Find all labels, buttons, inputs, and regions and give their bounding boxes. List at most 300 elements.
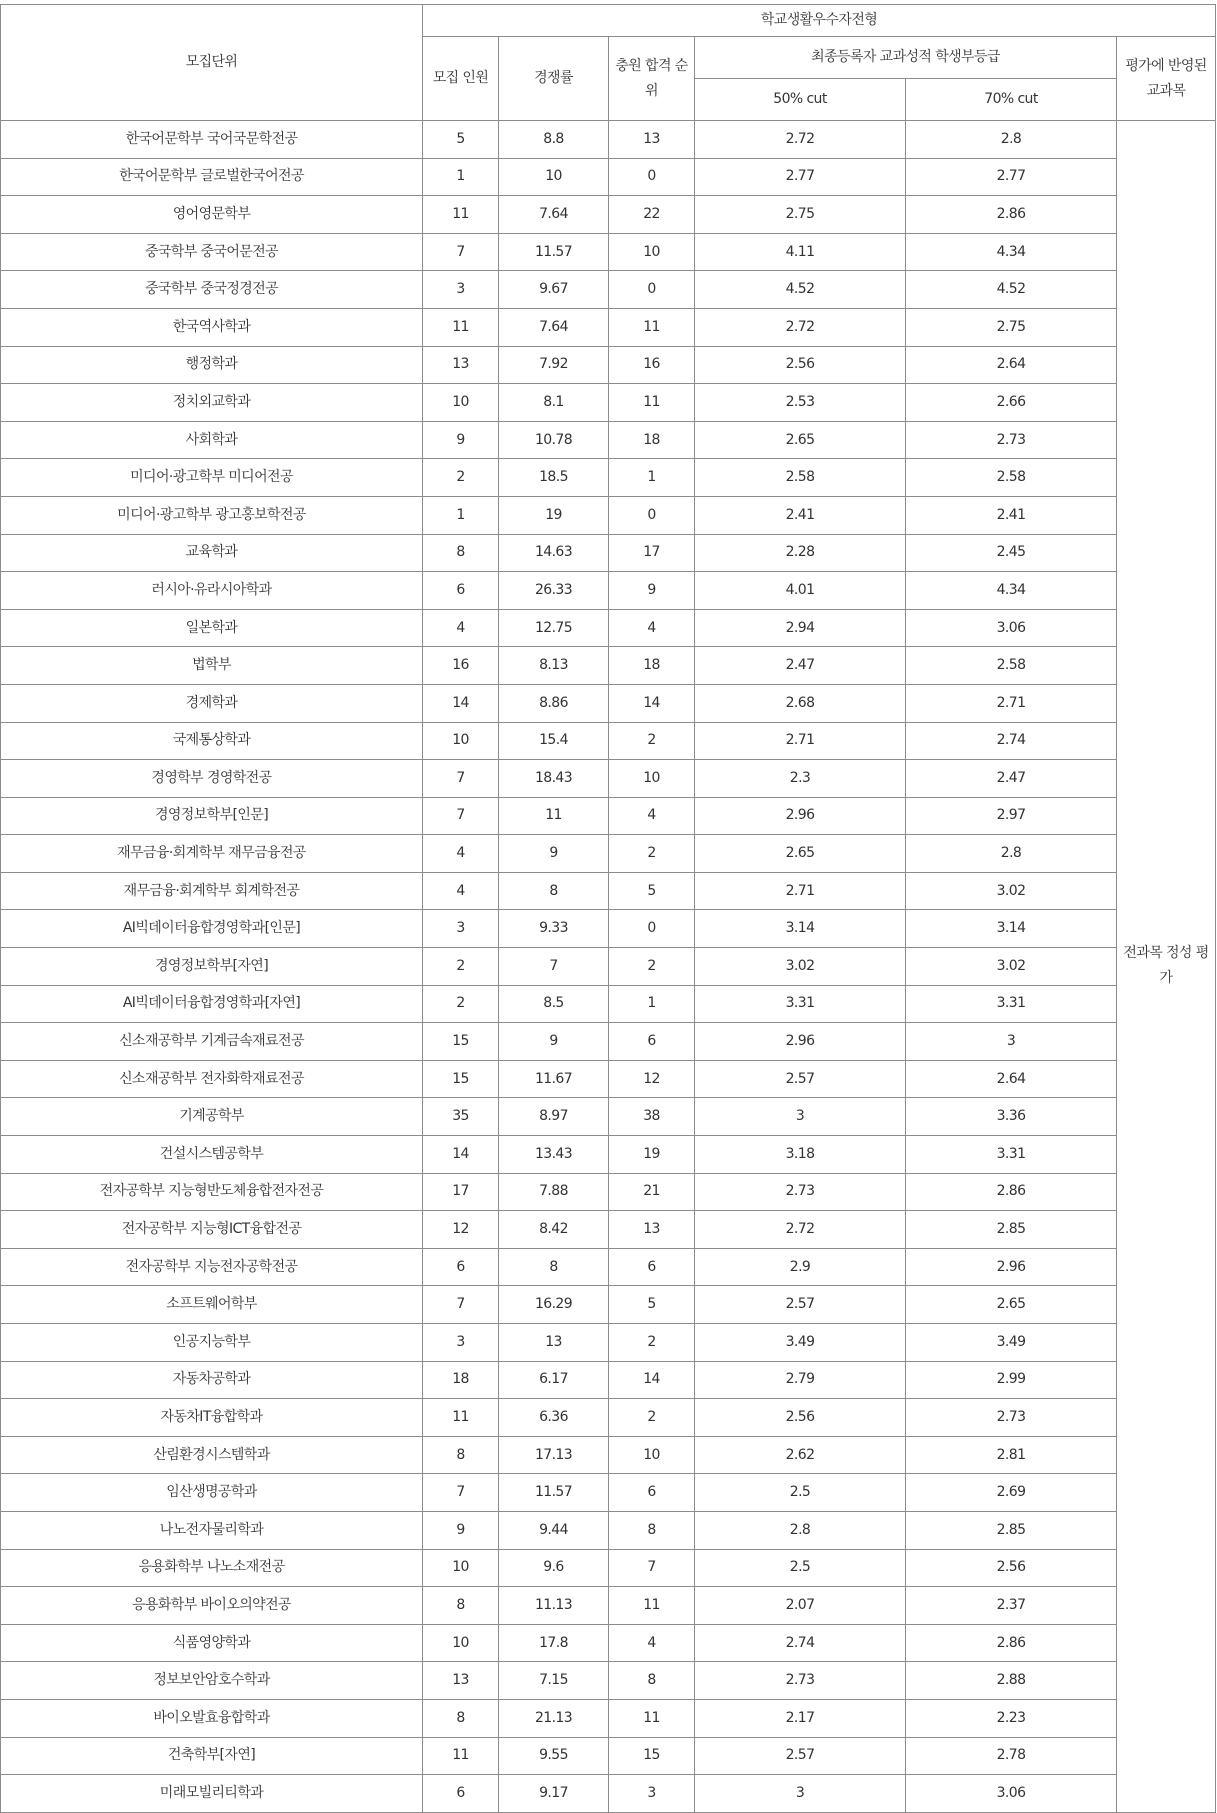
cell-rate: 17.8 (499, 1624, 609, 1662)
cell-quota: 8 (423, 534, 499, 572)
table-row (1, 271, 1216, 309)
cell-rate: 7.92 (499, 346, 609, 384)
cell-rate: 6.17 (499, 1361, 609, 1399)
table-row (1, 1587, 1216, 1625)
table-row (1, 1474, 1216, 1512)
cell-cut50: 2.8 (695, 1511, 906, 1549)
header-grade-group: 최종등록자 교과성적 학생부등급 (695, 37, 1117, 79)
cell-cut70: 2.69 (906, 1474, 1117, 1512)
cell-cut70: 2.23 (906, 1699, 1117, 1737)
cell-quota: 11 (423, 1399, 499, 1437)
cell-unit: 정보보안암호수학과 (1, 1662, 423, 1700)
cell-unit: AI빅데이터융합경영학과[인문] (1, 910, 423, 948)
table-row (1, 1662, 1216, 1700)
cell-quota: 11 (423, 196, 499, 234)
cell-quota: 3 (423, 910, 499, 948)
cell-cut50: 3 (695, 1775, 906, 1813)
cell-rate: 15.4 (499, 722, 609, 760)
cell-rate: 13.43 (499, 1136, 609, 1174)
cell-cut50: 2.57 (695, 1286, 906, 1324)
cell-cut50: 2.9 (695, 1248, 906, 1286)
cell-rate: 14.63 (499, 534, 609, 572)
cell-cut70: 2.45 (906, 534, 1117, 572)
cell-quota: 35 (423, 1098, 499, 1136)
table-row (1, 948, 1216, 986)
cell-cut70: 2.85 (906, 1211, 1117, 1249)
cell-quota: 8 (423, 1436, 499, 1474)
cell-cut70: 3 (906, 1023, 1117, 1061)
cell-quota: 1 (423, 496, 499, 534)
cell-quota: 1 (423, 158, 499, 196)
cell-rank: 6 (609, 1474, 695, 1512)
cell-cut70: 3.06 (906, 1775, 1117, 1813)
cell-cut50: 2.71 (695, 722, 906, 760)
cell-cut70: 2.99 (906, 1361, 1117, 1399)
table-row (1, 1136, 1216, 1174)
cell-rank: 11 (609, 1699, 695, 1737)
cell-cut50: 2.53 (695, 384, 906, 422)
cell-quota: 10 (423, 384, 499, 422)
cell-unit: 국제통상학과 (1, 722, 423, 760)
cell-unit: 일본학과 (1, 609, 423, 647)
table-row (1, 496, 1216, 534)
cell-unit: 인공지능학부 (1, 1324, 423, 1362)
cell-rate: 9 (499, 835, 609, 873)
cell-rank: 0 (609, 158, 695, 196)
cell-cut50: 3 (695, 1098, 906, 1136)
cell-cut70: 2.86 (906, 1173, 1117, 1211)
cell-rank: 17 (609, 534, 695, 572)
cell-cut50: 2.96 (695, 1023, 906, 1061)
table-row (1, 1248, 1216, 1286)
header-unit: 모집단위 (1, 5, 423, 121)
table-row (1, 985, 1216, 1023)
cell-rank: 14 (609, 1361, 695, 1399)
cell-unit: 경영정보학부[인문] (1, 797, 423, 835)
table-row (1, 1624, 1216, 1662)
cell-rate: 10 (499, 158, 609, 196)
admissions-table (0, 4, 1216, 1813)
cell-rate: 11 (499, 797, 609, 835)
cell-quota: 7 (423, 797, 499, 835)
cell-unit: 건축학부[자연] (1, 1737, 423, 1775)
cell-rank: 2 (609, 835, 695, 873)
table-row (1, 158, 1216, 196)
cell-quota: 4 (423, 609, 499, 647)
cell-cut50: 2.72 (695, 308, 906, 346)
cell-cut70: 3.02 (906, 872, 1117, 910)
cell-cut50: 2.65 (695, 835, 906, 873)
cell-rank: 19 (609, 1136, 695, 1174)
cell-quota: 8 (423, 1587, 499, 1625)
table-header (1, 5, 1216, 121)
cell-rate: 16.29 (499, 1286, 609, 1324)
cell-unit: 러시아·유라시아학과 (1, 572, 423, 610)
cell-quota: 3 (423, 1324, 499, 1362)
cell-quota: 13 (423, 346, 499, 384)
table-row (1, 1023, 1216, 1061)
cell-cut70: 3.31 (906, 985, 1117, 1023)
cell-cut70: 2.96 (906, 1248, 1117, 1286)
cell-unit: 재무금융·회계학부 회계학전공 (1, 872, 423, 910)
table-row (1, 1699, 1216, 1737)
cell-rank: 3 (609, 1775, 695, 1813)
cell-rate: 11.57 (499, 1474, 609, 1512)
cell-unit: 응용화학부 바이오의약전공 (1, 1587, 423, 1625)
table-body (1, 121, 1216, 1813)
cell-cut50: 4.52 (695, 271, 906, 309)
cell-unit: 교육학과 (1, 534, 423, 572)
table-row (1, 1324, 1216, 1362)
cell-cut50: 2.17 (695, 1699, 906, 1737)
cell-cut50: 2.79 (695, 1361, 906, 1399)
cell-rank: 13 (609, 1211, 695, 1249)
cell-rank: 4 (609, 797, 695, 835)
cell-quota: 10 (423, 1549, 499, 1587)
cell-rate: 8 (499, 872, 609, 910)
cell-unit: 자동차공학과 (1, 1361, 423, 1399)
cell-unit: 미래모빌리티학과 (1, 1775, 423, 1813)
table-row (1, 722, 1216, 760)
cell-rank: 4 (609, 1624, 695, 1662)
table-row (1, 1436, 1216, 1474)
cell-quota: 6 (423, 1248, 499, 1286)
cell-quota: 11 (423, 308, 499, 346)
cell-cut50: 2.5 (695, 1474, 906, 1512)
cell-rank: 8 (609, 1511, 695, 1549)
cell-rank: 38 (609, 1098, 695, 1136)
cell-rank: 1 (609, 985, 695, 1023)
cell-unit: 신소재공학부 전자화학재료전공 (1, 1060, 423, 1098)
cell-cut70: 3.02 (906, 948, 1117, 986)
cell-rank: 6 (609, 1023, 695, 1061)
cell-quota: 9 (423, 421, 499, 459)
cell-cut50: 2.65 (695, 421, 906, 459)
cell-cut70: 2.37 (906, 1587, 1117, 1625)
cell-rate: 7 (499, 948, 609, 986)
cell-cut50: 2.57 (695, 1737, 906, 1775)
cell-rank: 18 (609, 421, 695, 459)
cell-quota: 7 (423, 233, 499, 271)
table-row (1, 421, 1216, 459)
cell-unit: 재무금융·회계학부 재무금융전공 (1, 835, 423, 873)
cell-cut70: 4.52 (906, 271, 1117, 309)
table-row (1, 346, 1216, 384)
cell-unit: 미디어·광고학부 광고홍보학전공 (1, 496, 423, 534)
table-row (1, 797, 1216, 835)
table-row (1, 1286, 1216, 1324)
cell-cut50: 2.75 (695, 196, 906, 234)
cell-quota: 2 (423, 459, 499, 497)
cell-quota: 16 (423, 647, 499, 685)
header-cut70: 70% cut (906, 79, 1117, 121)
cell-cut70: 2.74 (906, 722, 1117, 760)
cell-rate: 7.15 (499, 1662, 609, 1700)
cell-rank: 2 (609, 1399, 695, 1437)
cell-cut50: 2.77 (695, 158, 906, 196)
cell-unit: 건설시스템공학부 (1, 1136, 423, 1174)
cell-quota: 10 (423, 1624, 499, 1662)
cell-cut70: 2.65 (906, 1286, 1117, 1324)
cell-rate: 6.36 (499, 1399, 609, 1437)
cell-cut50: 2.5 (695, 1549, 906, 1587)
cell-rank: 0 (609, 496, 695, 534)
cell-cut70: 2.71 (906, 684, 1117, 722)
table-row (1, 910, 1216, 948)
cell-cut70: 2.86 (906, 196, 1117, 234)
cell-cut70: 2.8 (906, 121, 1117, 159)
cell-rank: 5 (609, 1286, 695, 1324)
cell-rank: 18 (609, 647, 695, 685)
cell-rank: 11 (609, 384, 695, 422)
cell-rate: 8.86 (499, 684, 609, 722)
table-row (1, 1399, 1216, 1437)
cell-cut50: 2.96 (695, 797, 906, 835)
table-row (1, 1549, 1216, 1587)
cell-unit: 기계공학부 (1, 1098, 423, 1136)
cell-rate: 8.42 (499, 1211, 609, 1249)
cell-cut50: 3.18 (695, 1136, 906, 1174)
cell-cut70: 2.73 (906, 1399, 1117, 1437)
cell-cut50: 2.58 (695, 459, 906, 497)
cell-cut70: 4.34 (906, 572, 1117, 610)
cell-cut70: 2.78 (906, 1737, 1117, 1775)
cell-rank: 1 (609, 459, 695, 497)
table-row (1, 572, 1216, 610)
cell-cut50: 2.28 (695, 534, 906, 572)
cell-rank: 13 (609, 121, 695, 159)
cell-unit: 행정학과 (1, 346, 423, 384)
cell-cut50: 2.72 (695, 1211, 906, 1249)
cell-rate: 8.13 (499, 647, 609, 685)
cell-cut50: 2.56 (695, 1399, 906, 1437)
cell-unit: 전자공학부 지능전자공학전공 (1, 1248, 423, 1286)
cell-cut50: 2.57 (695, 1060, 906, 1098)
cell-rate: 11.57 (499, 233, 609, 271)
table-row (1, 1098, 1216, 1136)
cell-cut70: 3.06 (906, 609, 1117, 647)
table-row (1, 835, 1216, 873)
cell-quota: 15 (423, 1060, 499, 1098)
cell-cut70: 2.41 (906, 496, 1117, 534)
cell-rate: 11.13 (499, 1587, 609, 1625)
cell-rate: 7.88 (499, 1173, 609, 1211)
cell-unit: 경제학과 (1, 684, 423, 722)
cell-quota: 2 (423, 948, 499, 986)
cell-rank: 0 (609, 910, 695, 948)
cell-unit: 경영정보학부[자연] (1, 948, 423, 986)
cell-quota: 8 (423, 1699, 499, 1737)
cell-unit: 경영학부 경영학전공 (1, 760, 423, 798)
cell-cut70: 3.14 (906, 910, 1117, 948)
cell-quota: 10 (423, 722, 499, 760)
cell-rank: 22 (609, 196, 695, 234)
cell-rank: 6 (609, 1248, 695, 1286)
cell-cut50: 2.73 (695, 1173, 906, 1211)
cell-unit: 바이오발효융합학과 (1, 1699, 423, 1737)
table-row (1, 1775, 1216, 1813)
cell-rank: 14 (609, 684, 695, 722)
cell-cut50: 2.72 (695, 121, 906, 159)
cell-unit: 식품영양학과 (1, 1624, 423, 1662)
cell-cut70: 2.58 (906, 459, 1117, 497)
cell-cut50: 2.41 (695, 496, 906, 534)
cell-quota: 7 (423, 760, 499, 798)
cell-rate: 11.67 (499, 1060, 609, 1098)
cell-rank: 5 (609, 872, 695, 910)
cell-cut70: 2.58 (906, 647, 1117, 685)
cell-rate: 18.43 (499, 760, 609, 798)
table-row (1, 534, 1216, 572)
cell-cut50: 2.56 (695, 346, 906, 384)
cell-quota: 11 (423, 1737, 499, 1775)
cell-quota: 13 (423, 1662, 499, 1700)
cell-rank: 15 (609, 1737, 695, 1775)
cell-unit: 미디어·광고학부 미디어전공 (1, 459, 423, 497)
header-quota: 모집 인원 (423, 37, 499, 121)
table-row (1, 872, 1216, 910)
cell-rate: 8.1 (499, 384, 609, 422)
table-row (1, 1361, 1216, 1399)
cell-rate: 9.44 (499, 1511, 609, 1549)
cell-quota: 4 (423, 872, 499, 910)
cell-unit: 법학부 (1, 647, 423, 685)
cell-cut70: 2.86 (906, 1624, 1117, 1662)
table-row (1, 384, 1216, 422)
cell-cut70: 2.64 (906, 1060, 1117, 1098)
cell-cut50: 4.01 (695, 572, 906, 610)
header-extra-rank: 충원 합격 순위 (609, 37, 695, 121)
cell-unit: 나노전자물리학과 (1, 1511, 423, 1549)
cell-quota: 3 (423, 271, 499, 309)
cell-rank: 7 (609, 1549, 695, 1587)
table-row (1, 1173, 1216, 1211)
cell-cut70: 2.81 (906, 1436, 1117, 1474)
cell-cut50: 2.62 (695, 1436, 906, 1474)
cell-cut70: 3.36 (906, 1098, 1117, 1136)
cell-rank: 8 (609, 1662, 695, 1700)
cell-unit: 신소재공학부 기계금속재료전공 (1, 1023, 423, 1061)
cell-quota: 18 (423, 1361, 499, 1399)
cell-cut70: 2.85 (906, 1511, 1117, 1549)
cell-quota: 5 (423, 121, 499, 159)
header-eval-subjects: 평가에 반영된 교과목 (1117, 37, 1216, 121)
cell-quota: 15 (423, 1023, 499, 1061)
cell-unit: 전자공학부 지능형반도체융합전자전공 (1, 1173, 423, 1211)
cell-cut70: 2.8 (906, 835, 1117, 873)
cell-quota: 14 (423, 1136, 499, 1174)
cell-quota: 6 (423, 572, 499, 610)
cell-unit: 중국학부 중국어문전공 (1, 233, 423, 271)
table-row (1, 308, 1216, 346)
cell-cut50: 2.07 (695, 1587, 906, 1625)
cell-rate: 21.13 (499, 1699, 609, 1737)
cell-unit: 영어영문학부 (1, 196, 423, 234)
cell-rate: 9.67 (499, 271, 609, 309)
cell-rate: 8.97 (499, 1098, 609, 1136)
header-program-title: 학교생활우수자전형 (423, 5, 1216, 37)
table-row (1, 1211, 1216, 1249)
cell-unit: 임산생명공학과 (1, 1474, 423, 1512)
cell-rate: 9.6 (499, 1549, 609, 1587)
cell-rank: 21 (609, 1173, 695, 1211)
table-row (1, 1737, 1216, 1775)
cell-rate: 9.33 (499, 910, 609, 948)
table-row (1, 1060, 1216, 1098)
cell-unit: 한국어문학부 국어국문학전공 (1, 121, 423, 159)
header-competition: 경쟁률 (499, 37, 609, 121)
cell-unit: 자동차IT융합학과 (1, 1399, 423, 1437)
cell-rate: 7.64 (499, 196, 609, 234)
cell-rank: 4 (609, 609, 695, 647)
cell-rate: 17.13 (499, 1436, 609, 1474)
cell-unit: 중국학부 중국정경전공 (1, 271, 423, 309)
cell-quota: 9 (423, 1511, 499, 1549)
cell-cut50: 2.68 (695, 684, 906, 722)
cell-rank: 12 (609, 1060, 695, 1098)
cell-rank: 2 (609, 722, 695, 760)
cell-cut50: 2.74 (695, 1624, 906, 1662)
cell-rate: 9.17 (499, 1775, 609, 1813)
cell-rate: 26.33 (499, 572, 609, 610)
cell-rank: 2 (609, 1324, 695, 1362)
cell-cut50: 2.47 (695, 647, 906, 685)
cell-rate: 9 (499, 1023, 609, 1061)
table-row (1, 647, 1216, 685)
cell-rank: 2 (609, 948, 695, 986)
table-row (1, 233, 1216, 271)
table-row (1, 196, 1216, 234)
cell-quota: 17 (423, 1173, 499, 1211)
cell-rank: 16 (609, 346, 695, 384)
cell-unit: 정치외교학과 (1, 384, 423, 422)
cell-unit: AI빅데이터융합경영학과[자연] (1, 985, 423, 1023)
cell-rank: 10 (609, 233, 695, 271)
cell-rank: 10 (609, 1436, 695, 1474)
table-row (1, 121, 1216, 159)
cell-cut70: 2.73 (906, 421, 1117, 459)
cell-unit: 소프트웨어학부 (1, 1286, 423, 1324)
eval-note: 전과목 정성 평가 (1117, 121, 1216, 1813)
cell-rank: 0 (609, 271, 695, 309)
cell-quota: 14 (423, 684, 499, 722)
header-cut50: 50% cut (695, 79, 906, 121)
cell-unit: 한국역사학과 (1, 308, 423, 346)
cell-cut70: 2.88 (906, 1662, 1117, 1700)
cell-cut70: 2.75 (906, 308, 1117, 346)
cell-cut70: 3.31 (906, 1136, 1117, 1174)
cell-cut70: 2.66 (906, 384, 1117, 422)
cell-quota: 6 (423, 1775, 499, 1813)
cell-unit: 한국어문학부 글로벌한국어전공 (1, 158, 423, 196)
cell-rate: 10.78 (499, 421, 609, 459)
cell-rate: 7.64 (499, 308, 609, 346)
cell-cut50: 2.94 (695, 609, 906, 647)
cell-cut70: 2.64 (906, 346, 1117, 384)
cell-cut50: 3.14 (695, 910, 906, 948)
cell-rate: 18.5 (499, 459, 609, 497)
cell-unit: 산림환경시스템학과 (1, 1436, 423, 1474)
cell-cut50: 3.49 (695, 1324, 906, 1362)
cell-cut50: 3.31 (695, 985, 906, 1023)
cell-rate: 8.8 (499, 121, 609, 159)
cell-rate: 9.55 (499, 1737, 609, 1775)
cell-unit: 전자공학부 지능형ICT융합전공 (1, 1211, 423, 1249)
cell-cut70: 3.49 (906, 1324, 1117, 1362)
cell-rate: 8.5 (499, 985, 609, 1023)
cell-cut50: 3.02 (695, 948, 906, 986)
cell-rate: 8 (499, 1248, 609, 1286)
